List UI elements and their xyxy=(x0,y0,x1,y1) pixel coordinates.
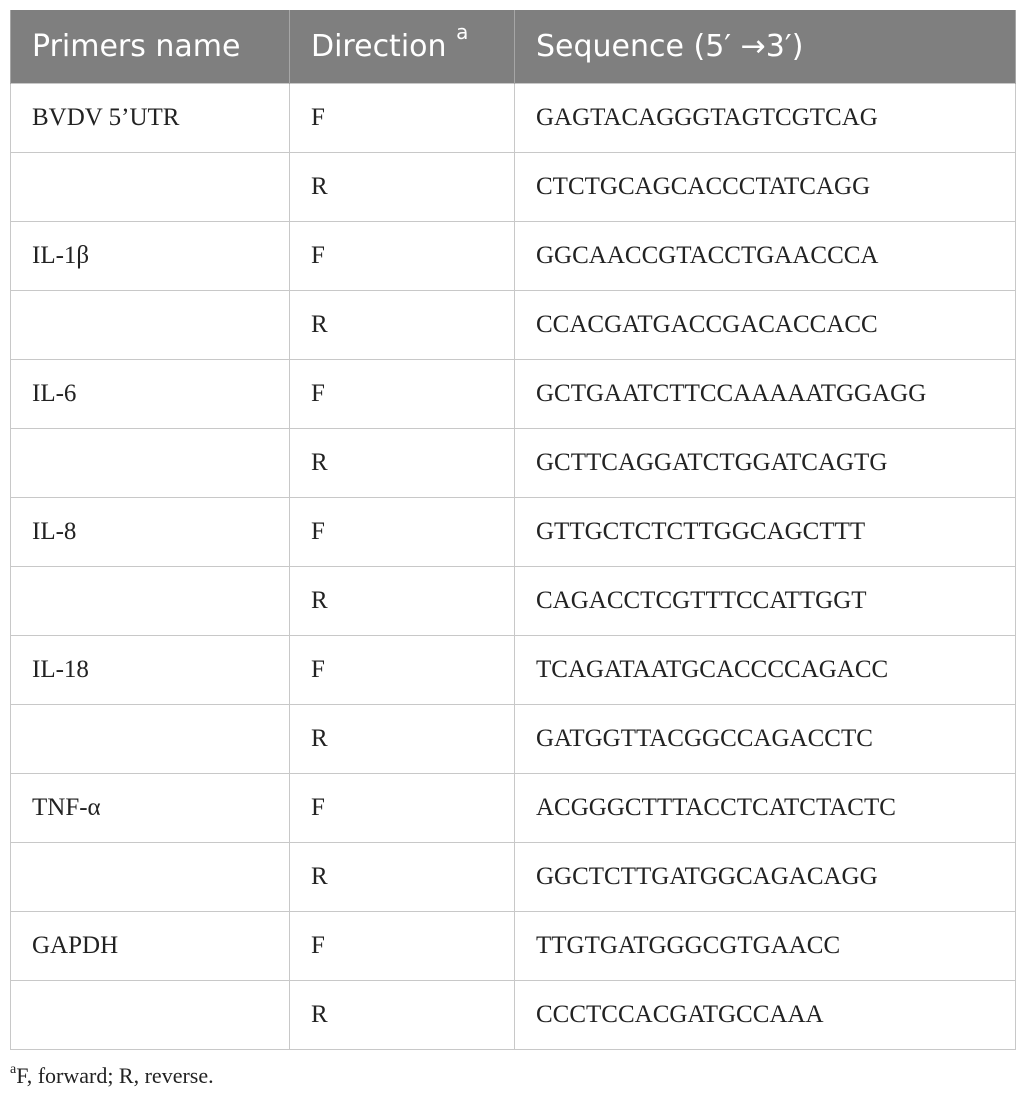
cell-direction: R xyxy=(290,705,515,774)
cell-direction: R xyxy=(290,981,515,1050)
footnote-marker: a xyxy=(10,1061,17,1077)
table-row xyxy=(11,222,1016,291)
footnote-text: F, forward; R, reverse. xyxy=(16,1063,214,1088)
table-row xyxy=(11,981,1016,1050)
table-row xyxy=(11,153,1016,222)
table-row xyxy=(11,843,1016,912)
table-row xyxy=(11,774,1016,843)
header-direction-footnote-marker: a xyxy=(456,20,469,44)
cell-direction: F xyxy=(290,912,515,981)
table-row xyxy=(11,429,1016,498)
cell-sequence: CCCTCCACGATGCCAAA xyxy=(515,981,1016,1050)
table-footnote xyxy=(10,1063,214,1089)
header-direction-label: Direction xyxy=(311,29,447,64)
cell-sequence: TCAGATAATGCACCCCAGACC xyxy=(515,636,1016,705)
table-row xyxy=(11,567,1016,636)
cell-sequence: CCACGATGACCGACACCACC xyxy=(515,291,1016,360)
cell-primer-name xyxy=(11,567,290,636)
cell-primer-name xyxy=(11,705,290,774)
cell-direction: F xyxy=(290,360,515,429)
table-row xyxy=(11,705,1016,774)
cell-direction: F xyxy=(290,498,515,567)
header-primers-name xyxy=(11,10,290,84)
cell-direction: R xyxy=(290,843,515,912)
cell-direction: F xyxy=(290,84,515,153)
cell-sequence: TTGTGATGGGCGTGAACC xyxy=(515,912,1016,981)
cell-primer-name xyxy=(11,843,290,912)
table-row xyxy=(11,636,1016,705)
cell-sequence: GGCTCTTGATGGCAGACAGG xyxy=(515,843,1016,912)
cell-direction: R xyxy=(290,567,515,636)
table-row xyxy=(11,291,1016,360)
header-direction xyxy=(290,10,515,84)
cell-primer-name: BVDV 5’UTR xyxy=(11,84,290,153)
cell-sequence: ACGGGCTTTACCTCATCTACTC xyxy=(515,774,1016,843)
cell-sequence: GTTGCTCTCTTGGCAGCTTT xyxy=(515,498,1016,567)
cell-direction: R xyxy=(290,291,515,360)
header-sequence-label: Sequence (5′ →3′) xyxy=(536,29,804,64)
header-primers-name-label: Primers name xyxy=(32,29,241,64)
cell-primer-name xyxy=(11,429,290,498)
primer-table xyxy=(10,10,1016,1050)
cell-sequence: GGCAACCGTACCTGAACCCA xyxy=(515,222,1016,291)
cell-primer-name: IL-8 xyxy=(11,498,290,567)
table-body xyxy=(11,84,1016,1050)
cell-direction: R xyxy=(290,429,515,498)
table-row xyxy=(11,360,1016,429)
cell-sequence: CTCTGCAGCACCCTATCAGG xyxy=(515,153,1016,222)
cell-sequence: GCTTCAGGATCTGGATCAGTG xyxy=(515,429,1016,498)
cell-direction: R xyxy=(290,153,515,222)
table-row xyxy=(11,498,1016,567)
cell-primer-name: IL-18 xyxy=(11,636,290,705)
cell-direction: F xyxy=(290,222,515,291)
cell-sequence: GAGTACAGGGTAGTCGTCAG xyxy=(515,84,1016,153)
cell-sequence: CAGACCTCGTTTCCATTGGT xyxy=(515,567,1016,636)
table-row xyxy=(11,84,1016,153)
cell-primer-name xyxy=(11,981,290,1050)
cell-direction: F xyxy=(290,774,515,843)
cell-primer-name: IL-1β xyxy=(11,222,290,291)
table-header-row xyxy=(11,10,1016,84)
cell-sequence: GCTGAATCTTCCAAAAATGGAGG xyxy=(515,360,1016,429)
cell-primer-name: IL-6 xyxy=(11,360,290,429)
header-sequence xyxy=(515,10,1016,84)
cell-primer-name: TNF-α xyxy=(11,774,290,843)
cell-primer-name xyxy=(11,291,290,360)
cell-primer-name: GAPDH xyxy=(11,912,290,981)
primer-table-container xyxy=(10,10,1015,1050)
cell-direction: F xyxy=(290,636,515,705)
cell-sequence: GATGGTTACGGCCAGACCTC xyxy=(515,705,1016,774)
table-row xyxy=(11,912,1016,981)
cell-primer-name xyxy=(11,153,290,222)
